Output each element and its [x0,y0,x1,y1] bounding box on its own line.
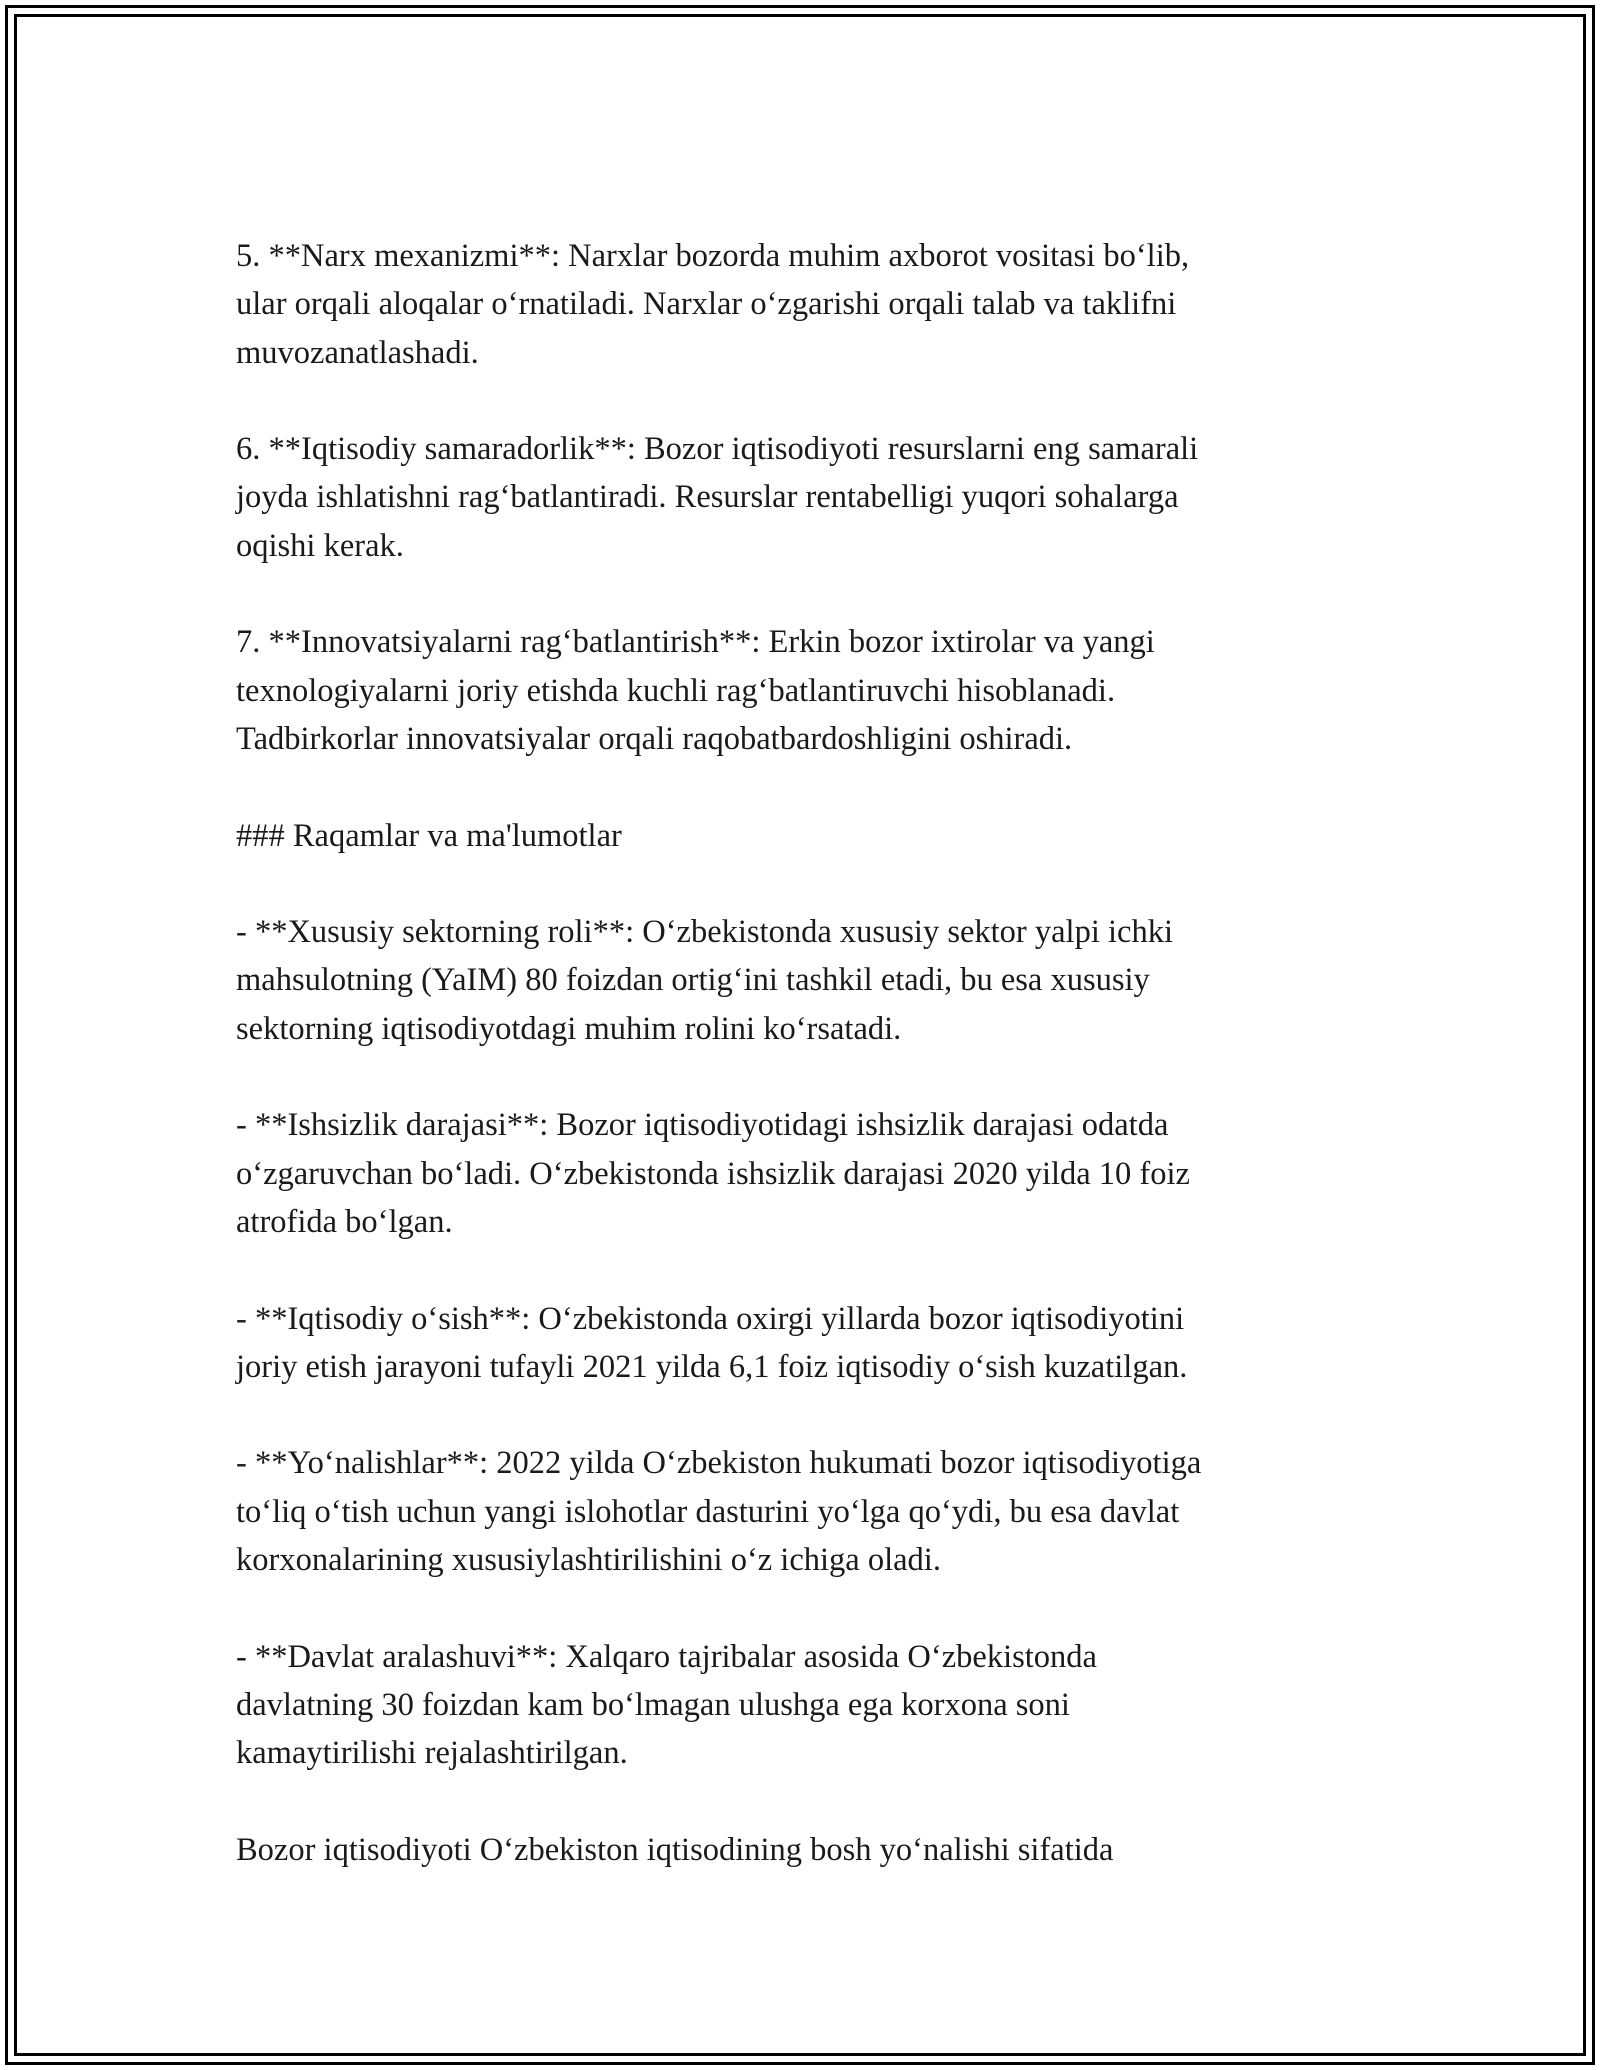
text-line: - **Davlat aralashuvi**: Xalqaro tajribalar asosida O‘zbekistonda [236,1638,1097,1675]
text-line: 7. **Innovatsiyalarni rag‘batlantirish**: Erkin bozor ixtirolar va yangi [236,624,1155,661]
text-line: to‘liq o‘tish uchun yangi islohotlar dasturini yo‘lga qo‘ydi, bu esa davlat [236,1493,1180,1530]
text-line: sektorning iqtisodiyotdagi muhim rolini ko‘rsatadi. [236,1010,902,1047]
paragraph [236,1439,1366,1584]
text-line: mahsulotning (YaIM) 80 foizdan ortig‘ini tashkil etadi, bu esa xususiy [236,962,1150,999]
text-line: joyda ishlatishni rag‘batlantiradi. Resurslar rentabelligi yuqori sohalarga [236,479,1179,516]
text-line: o‘zgaruvchan bo‘ladi. O‘zbekistonda ishsizlik darajasi 2020 yilda 10 foiz [236,1155,1190,1192]
text-line: - **Yo‘nalishlar**: 2022 yilda O‘zbekiston hukumati bozor iqtisodiyotiga [236,1445,1202,1482]
paragraph [236,1101,1366,1246]
text-line: kamaytirilishi rejalashtirilgan. [236,1735,628,1772]
text-line: davlatning 30 foizdan kam bo‘lmagan ulushga ega korxona soni [236,1686,1070,1723]
text-line: 5. **Narx mexanizmi**: Narxlar bozorda muhim axborot vositasi bo‘lib, [236,238,1190,274]
text-line: Bozor iqtisodiyoti O‘zbekiston iqtisodining bosh yo‘nalishi sifatida [236,1831,1114,1868]
text-line: texnologiyalarni joriy etishda kuchli rag‘batlantiruvchi hisoblanadi. [236,672,1116,709]
paragraph [236,1826,1366,1874]
text-line: korxonalarining xususiylashtirilishini o‘z ichiga oladi. [236,1542,941,1579]
paragraph [236,425,1366,570]
document-body [236,232,1366,1874]
paragraph [236,232,1366,377]
text-line: atrofida bo‘lgan. [236,1203,453,1240]
text-line: 6. **Iqtisodiy samaradorlik**: Bozor iqtisodiyoti resurslarni eng samarali [236,431,1199,468]
text-line: - **Iqtisodiy o‘sish**: O‘zbekistonda oxirgi yillarda bozor iqtisodiyotini [236,1300,1185,1337]
paragraph [236,1633,1366,1778]
text-line: - **Ishsizlik darajasi**: Bozor iqtisodiyotidagi ishsizlik darajasi odatda [236,1107,1169,1144]
text-line: - **Xususiy sektorning roli**: O‘zbekistonda xususiy sektor yalpi ichki [236,914,1173,951]
text-line: ### Raqamlar va ma'lumotlar [236,817,622,854]
paragraph [236,812,1366,860]
paragraph [236,618,1366,763]
text-line: oqishi kerak. [236,527,404,564]
paragraph [236,1295,1366,1392]
text-line: Tadbirkorlar innovatsiyalar orqali raqobatbardoshligini oshiradi. [236,720,1073,757]
text-line: ular orqali aloqalar o‘rnatiladi. Narxlar o‘zgarishi orqali talab va taklifni [236,286,1177,323]
paragraph [236,908,1366,1053]
text-line: muvozanatlashadi. [236,334,479,371]
text-line: joriy etish jarayoni tufayli 2021 yilda 6,1 foiz iqtisodiy o‘sish kuzatilgan. [236,1348,1188,1385]
